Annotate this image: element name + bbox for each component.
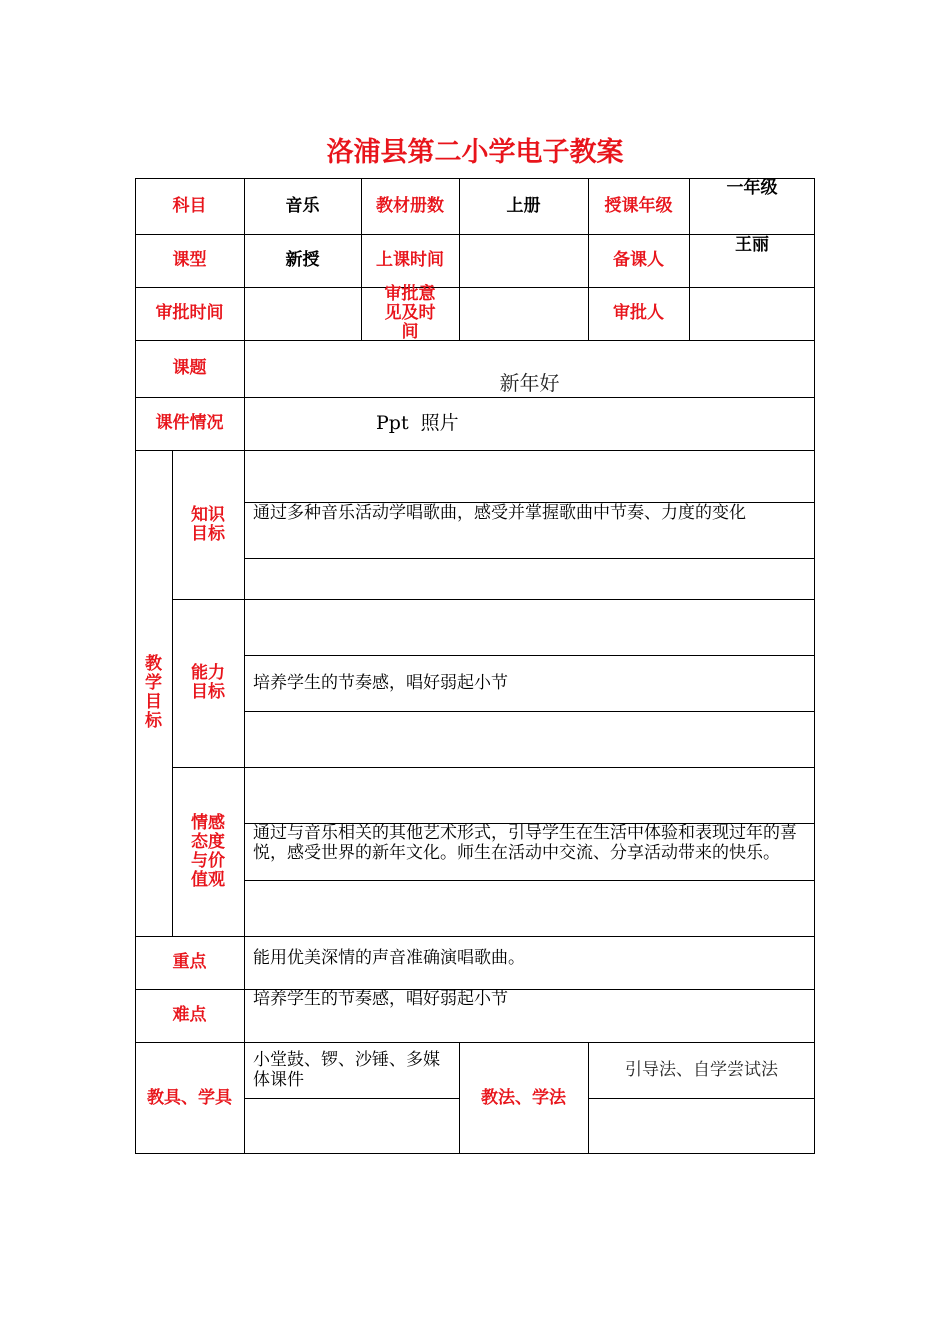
row-divider	[244, 558, 815, 559]
row-divider	[244, 1098, 459, 1099]
subject-label: 科目	[172, 195, 207, 216]
volume-value: 上册	[506, 195, 541, 216]
method-text: 引导法、自学尝试法	[625, 1060, 778, 1080]
knowledge-goal-cell	[172, 450, 244, 599]
subject-value: 音乐	[285, 195, 320, 216]
tools-label: 教具、学具	[147, 1087, 232, 1108]
row-divider	[172, 599, 815, 600]
approval-time-label: 审批时间	[155, 303, 224, 323]
preparer-label: 备课人	[613, 250, 664, 270]
class-time-label: 上课时间	[376, 250, 444, 270]
key-point-label: 重点	[172, 952, 207, 972]
volume-label: 教材册数	[376, 195, 444, 216]
emotion-goal-cell	[172, 767, 244, 936]
difficult-point-label: 难点	[172, 1005, 207, 1025]
grade-label: 授课年级	[604, 195, 673, 216]
approval-time-value	[244, 287, 361, 340]
preparer-value: 王丽	[735, 235, 769, 255]
row-divider	[588, 1098, 815, 1099]
row-divider	[244, 711, 815, 712]
knowledge-goal-label: 知识目标	[191, 504, 225, 544]
row-divider	[172, 767, 815, 768]
key-point-text: 能用优美深情的声音准确演唱歌曲。	[253, 948, 525, 968]
difficult-point-text: 培养学生的节奏感，唱好弱起小节	[253, 989, 508, 1009]
knowledge-goal-text: 通过多种音乐活动学唱歌曲，感受并掌握歌曲中节奏、力度的变化	[253, 503, 746, 523]
type-value: 新授	[285, 250, 320, 270]
row-divider	[244, 655, 815, 656]
emotion-goal-text: 通过与音乐相关的其他艺术形式，引导学生在生活中体验和表现过年的喜悦，感受世界的新年文化。师生在活动中交流、分享活动带来的快乐。	[253, 823, 797, 863]
courseware-value: Ppt 照片	[376, 412, 459, 434]
approval-opinion-value	[459, 287, 588, 340]
ability-goal-cell	[172, 599, 244, 767]
grade-value: 一年级	[726, 178, 778, 198]
ability-goal-label: 能力目标	[191, 663, 225, 702]
teaching-goals-label: 教学目标	[145, 654, 162, 731]
approver-label: 审批人	[613, 303, 664, 323]
teaching-goals-cell	[135, 450, 172, 936]
page-title: 洛浦县第二小学电子教案	[326, 137, 624, 168]
courseware-label: 课件情况	[155, 413, 224, 433]
approval-opinion-label: 审批意见及时间	[384, 284, 436, 342]
approver-value	[689, 287, 815, 340]
emotion-goal-label: 情感态度与价值观	[191, 812, 225, 890]
topic-label: 课题	[172, 358, 207, 378]
topic-value: 新年好	[499, 371, 560, 395]
tools-text: 小堂鼓、锣、沙锤、多媒体课件	[253, 1050, 440, 1090]
type-label: 课型	[172, 250, 207, 270]
column-divider	[588, 1042, 589, 1154]
row-divider	[244, 880, 815, 881]
method-label: 教法、学法	[481, 1087, 566, 1108]
class-time-value	[459, 234, 588, 287]
ability-goal-text: 培养学生的节奏感，唱好弱起小节	[253, 673, 508, 693]
